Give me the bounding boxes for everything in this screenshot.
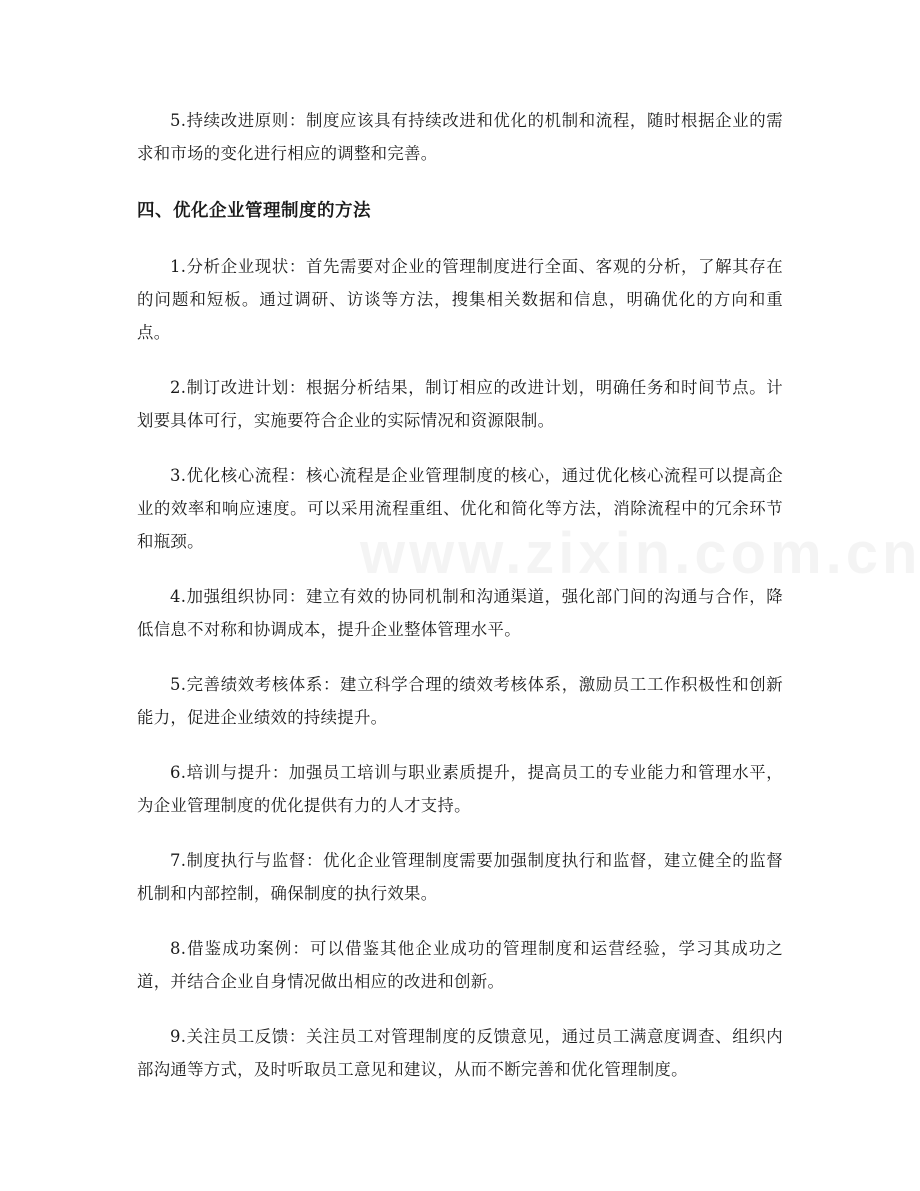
document-page xyxy=(137,104,783,1086)
method-paragraph-9: 9.关注员工反馈：关注员工对管理制度的反馈意见，通过员工满意度调查、组织内部沟通等方式，及时听取员工意见和建议，从而不断完善和优化管理制度。 xyxy=(137,1027,783,1079)
method-paragraph-6: 6.培训与提升：加强员工培训与职业素质提升，提高员工的专业能力和管理水平，为企业管理制度的优化提供有力的人才支持。 xyxy=(137,763,783,815)
method-list xyxy=(137,250,783,1086)
method-paragraph-1: 1.分析企业现状：首先需要对企业的管理制度进行全面、客观的分析，了解其存在的问题和短板。通过调研、访谈等方法，搜集相关数据和信息，明确优化的方向和重点。 xyxy=(137,257,783,342)
method-paragraph-5: 5.完善绩效考核体系：建立科学合理的绩效考核体系，激励员工工作积极性和创新能力，促进企业绩效的持续提升。 xyxy=(137,675,783,727)
method-paragraph-7: 7.制度执行与监督：优化企业管理制度需要加强制度执行和监督，建立健全的监督机制和内部控制，确保制度的执行效果。 xyxy=(137,851,783,903)
method-paragraph-2: 2.制订改进计划：根据分析结果，制订相应的改进计划，明确任务和时间节点。计划要具体可行，实施要符合企业的实际情况和资源限制。 xyxy=(137,378,783,430)
intro-paragraph: 5.持续改进原则：制度应该具有持续改进和优化的机制和流程，随时根据企业的需求和市场的变化进行相应的调整和完善。 xyxy=(137,111,783,163)
method-paragraph-8: 8.借鉴成功案例：可以借鉴其他企业成功的管理制度和运营经验，学习其成功之道，并结合企业自身情况做出相应的改进和创新。 xyxy=(137,939,783,991)
method-paragraph-4: 4.加强组织协同：建立有效的协同机制和沟通渠道，强化部门间的沟通与合作，降低信息不对称和协调成本，提升企业整体管理水平。 xyxy=(137,587,783,639)
section-heading: 四、优化企业管理制度的方法 xyxy=(137,201,371,221)
method-paragraph-3: 3.优化核心流程：核心流程是企业管理制度的核心，通过优化核心流程可以提高企业的效率和响应速度。可以采用流程重组、优化和简化等方法，消除流程中的冗余环节和瓶颈。 xyxy=(137,466,783,551)
